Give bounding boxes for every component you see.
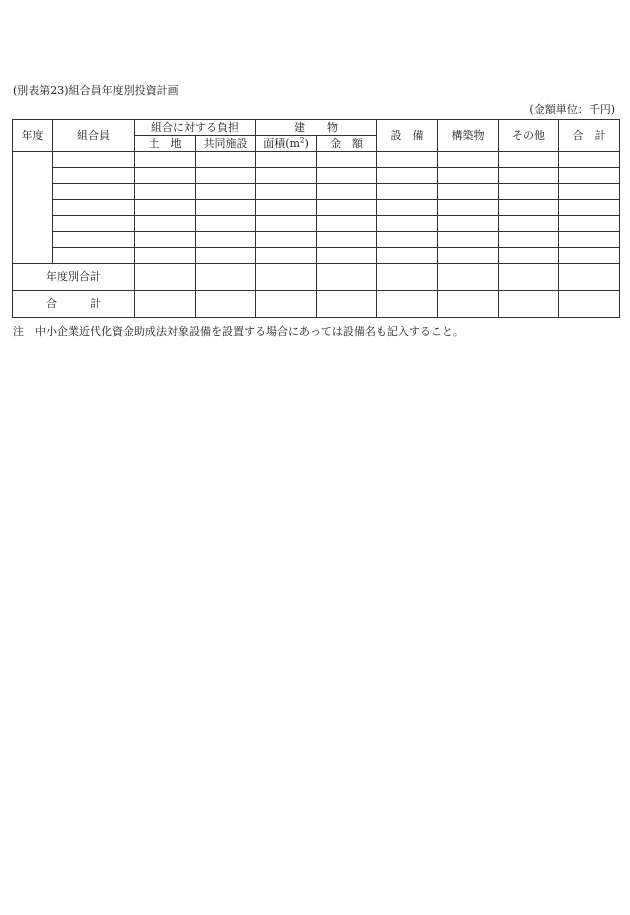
- document-title: (別表第23)組合員年度別投資計画: [13, 84, 179, 97]
- equipment-cell[interactable]: [377, 152, 438, 168]
- shared-facilities-cell[interactable]: [196, 248, 256, 264]
- year-total-structures-cell[interactable]: [438, 264, 499, 291]
- other-cell[interactable]: [499, 216, 559, 232]
- total-cell[interactable]: [559, 232, 620, 248]
- table-row: [13, 168, 620, 184]
- year-total-row: [13, 264, 620, 291]
- table-row: [13, 200, 620, 216]
- grand-total-equipment-cell[interactable]: [377, 291, 438, 318]
- year-total-area-cell[interactable]: [256, 264, 317, 291]
- grand-total-structures-cell[interactable]: [438, 291, 499, 318]
- year-total-shared-cell[interactable]: [196, 264, 256, 291]
- amount-cell[interactable]: [317, 152, 377, 168]
- structures-cell[interactable]: [438, 184, 499, 200]
- investment-plan-table: [12, 119, 620, 318]
- table-row: [13, 248, 620, 264]
- year-total-label: 年度別合計: [13, 264, 135, 291]
- year-total-other-cell[interactable]: [499, 264, 559, 291]
- member-cell[interactable]: [53, 184, 135, 200]
- total-cell[interactable]: [559, 184, 620, 200]
- total-cell[interactable]: [559, 216, 620, 232]
- table-row: [13, 152, 620, 168]
- shared-facilities-cell[interactable]: [196, 216, 256, 232]
- table-row: [13, 232, 620, 248]
- area-cell[interactable]: [256, 216, 317, 232]
- grand-total-row: [13, 291, 620, 318]
- table-row: [13, 216, 620, 232]
- total-cell[interactable]: [559, 248, 620, 264]
- other-cell[interactable]: [499, 152, 559, 168]
- area-cell[interactable]: [256, 184, 317, 200]
- equipment-cell[interactable]: [377, 248, 438, 264]
- area-cell[interactable]: [256, 152, 317, 168]
- header-structures: 構築物: [438, 120, 499, 152]
- header-area-sup: 2: [299, 135, 305, 144]
- member-cell[interactable]: [53, 216, 135, 232]
- structures-cell[interactable]: [438, 168, 499, 184]
- structures-cell[interactable]: [438, 232, 499, 248]
- shared-facilities-cell[interactable]: [196, 184, 256, 200]
- footnote: 注 中小企業近代化資金助成法対象設備を設置する場合にあっては設備名も記入すること。: [13, 325, 464, 338]
- grand-total-shared-cell[interactable]: [196, 291, 256, 318]
- equipment-cell[interactable]: [377, 200, 438, 216]
- member-cell[interactable]: [53, 200, 135, 216]
- land-cell[interactable]: [135, 248, 196, 264]
- header-building-group: 建 物: [256, 120, 377, 136]
- total-cell[interactable]: [559, 152, 620, 168]
- other-cell[interactable]: [499, 248, 559, 264]
- land-cell[interactable]: [135, 168, 196, 184]
- area-cell[interactable]: [256, 248, 317, 264]
- other-cell[interactable]: [499, 184, 559, 200]
- land-cell[interactable]: [135, 232, 196, 248]
- header-other: その他: [499, 120, 559, 152]
- header-burden-group: 組合に対する負担: [135, 120, 256, 136]
- header-area: [256, 136, 317, 152]
- member-cell[interactable]: [53, 232, 135, 248]
- grand-total-land-cell[interactable]: [135, 291, 196, 318]
- year-total-equipment-cell[interactable]: [377, 264, 438, 291]
- land-cell[interactable]: [135, 152, 196, 168]
- area-cell[interactable]: [256, 200, 317, 216]
- member-cell[interactable]: [53, 152, 135, 168]
- amount-cell[interactable]: [317, 248, 377, 264]
- structures-cell[interactable]: [438, 200, 499, 216]
- structures-cell[interactable]: [438, 216, 499, 232]
- header-shared-facilities: 共同施設: [196, 136, 256, 152]
- land-cell[interactable]: [135, 184, 196, 200]
- equipment-cell[interactable]: [377, 232, 438, 248]
- year-cell[interactable]: [13, 152, 53, 264]
- unit-label: (金額単位：千円): [529, 103, 615, 116]
- area-cell[interactable]: [256, 232, 317, 248]
- grand-total-other-cell[interactable]: [499, 291, 559, 318]
- header-total: 合 計: [559, 120, 620, 152]
- member-cell[interactable]: [53, 168, 135, 184]
- member-cell[interactable]: [53, 248, 135, 264]
- area-cell[interactable]: [256, 168, 317, 184]
- amount-cell[interactable]: [317, 232, 377, 248]
- table-row: [13, 184, 620, 200]
- table-body: [13, 152, 620, 318]
- amount-cell[interactable]: [317, 168, 377, 184]
- year-total-total-cell[interactable]: [559, 264, 620, 291]
- total-cell[interactable]: [559, 168, 620, 184]
- land-cell[interactable]: [135, 200, 196, 216]
- header-year: 年度: [13, 120, 53, 152]
- amount-cell[interactable]: [317, 216, 377, 232]
- equipment-cell[interactable]: [377, 168, 438, 184]
- shared-facilities-cell[interactable]: [196, 152, 256, 168]
- land-cell[interactable]: [135, 216, 196, 232]
- header-area-prefix: 面積(m: [263, 136, 300, 150]
- structures-cell[interactable]: [438, 248, 499, 264]
- shared-facilities-cell[interactable]: [196, 168, 256, 184]
- grand-total-total-cell[interactable]: [559, 291, 620, 318]
- total-cell[interactable]: [559, 200, 620, 216]
- grand-total-amount-cell[interactable]: [317, 291, 377, 318]
- amount-cell[interactable]: [317, 200, 377, 216]
- header-land: 土 地: [135, 136, 196, 152]
- header-amount: 金 額: [317, 136, 377, 152]
- shared-facilities-cell[interactable]: [196, 232, 256, 248]
- amount-cell[interactable]: [317, 184, 377, 200]
- year-total-land-cell[interactable]: [135, 264, 196, 291]
- grand-total-label: 合 計: [13, 291, 135, 318]
- grand-total-area-cell[interactable]: [256, 291, 317, 318]
- year-total-amount-cell[interactable]: [317, 264, 377, 291]
- other-cell[interactable]: [499, 200, 559, 216]
- header-equipment: 設 備: [377, 120, 438, 152]
- equipment-cell[interactable]: [377, 184, 438, 200]
- other-cell[interactable]: [499, 168, 559, 184]
- structures-cell[interactable]: [438, 152, 499, 168]
- shared-facilities-cell[interactable]: [196, 200, 256, 216]
- other-cell[interactable]: [499, 232, 559, 248]
- header-area-suffix: ): [304, 136, 309, 150]
- equipment-cell[interactable]: [377, 216, 438, 232]
- header-member: 組合員: [53, 120, 135, 152]
